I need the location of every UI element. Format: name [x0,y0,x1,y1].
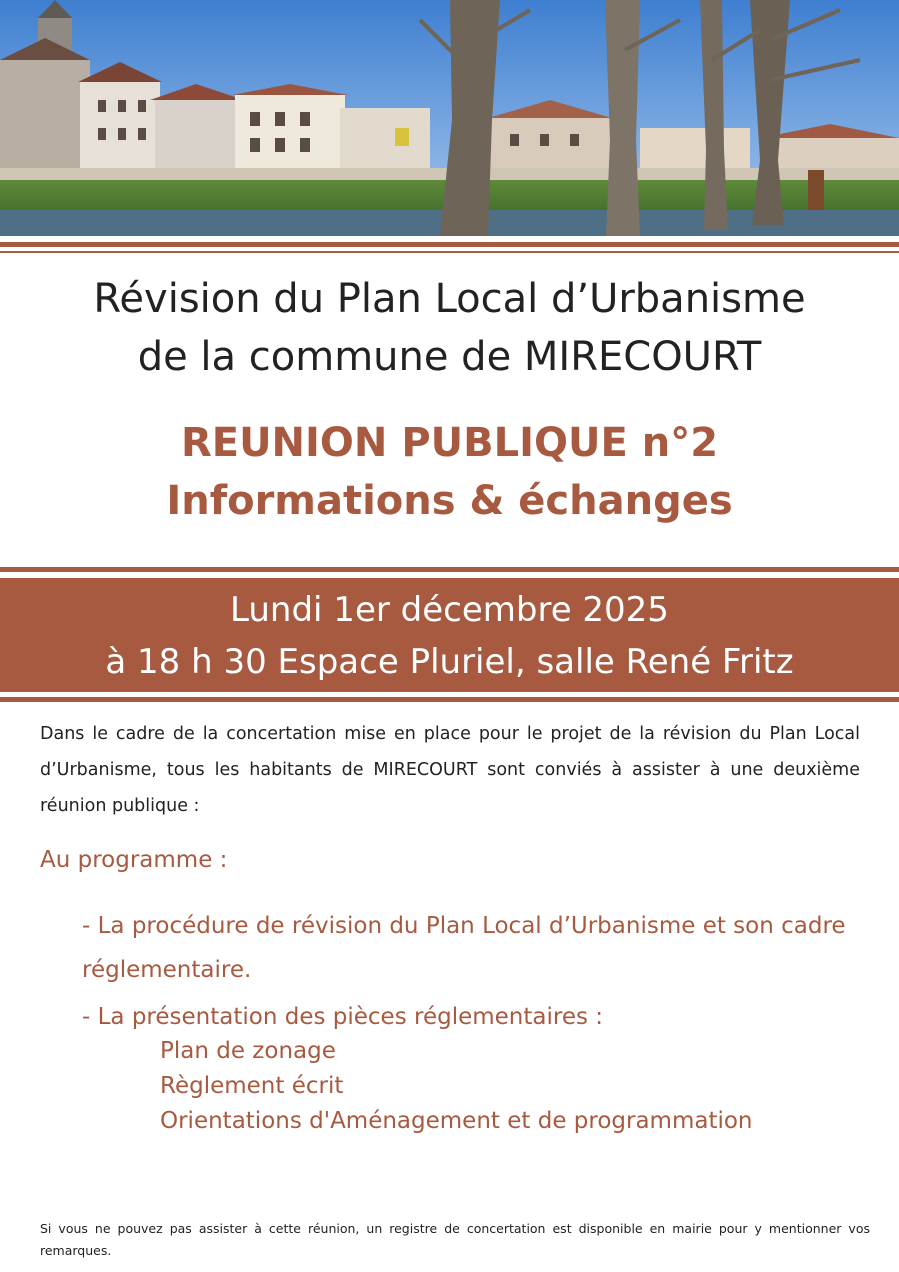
divider-band-bottom [0,697,899,702]
program-subitem-zonage: Plan de zonage [160,1038,336,1064]
meeting-subtitle [0,414,899,530]
program-subitem-oap: Orientations d'Aménagement et de programmation [160,1108,753,1134]
program-heading: Au programme : [40,847,228,873]
event-date: Lundi 1er décembre 2025 [230,590,669,630]
intro-paragraph: Dans le cadre de la concertation mise en place pour le projet de la révision du Plan Local d’Urbanisme, tous les habitants de MIRECOURT sont conviés à assister à une deuxième réunion publique : [40,724,860,816]
subtitle-line-2: Informations & échanges [166,478,733,524]
program-item-procedure: - La procédure de révision du Plan Local d’Urbanisme et son cadre réglementaire. [82,913,846,983]
divider-top-thick [0,242,899,247]
footnote: Si vous ne pouvez pas assister à cette réunion, un registre de concertation est disponible en mairie pour y mentionner vos remarques. [40,1221,870,1258]
title-line-2: de la commune de MIRECOURT [137,334,762,380]
event-band [0,578,899,692]
divider-band-top [0,567,899,572]
town-landscape-image [0,0,899,236]
program-item-documents: - La présentation des pièces réglementaires : [82,1004,604,1030]
page-title [0,270,899,386]
header-photo [0,0,899,236]
subtitle-line-1: REUNION PUBLIQUE n°2 [180,420,719,466]
divider-top-thin [0,251,899,253]
title-line-1: Révision du Plan Local d’Urbanisme [93,276,806,322]
program-subitem-reglement: Règlement écrit [160,1073,344,1099]
event-place: à 18 h 30 Espace Pluriel, salle René Fritz [105,642,794,682]
